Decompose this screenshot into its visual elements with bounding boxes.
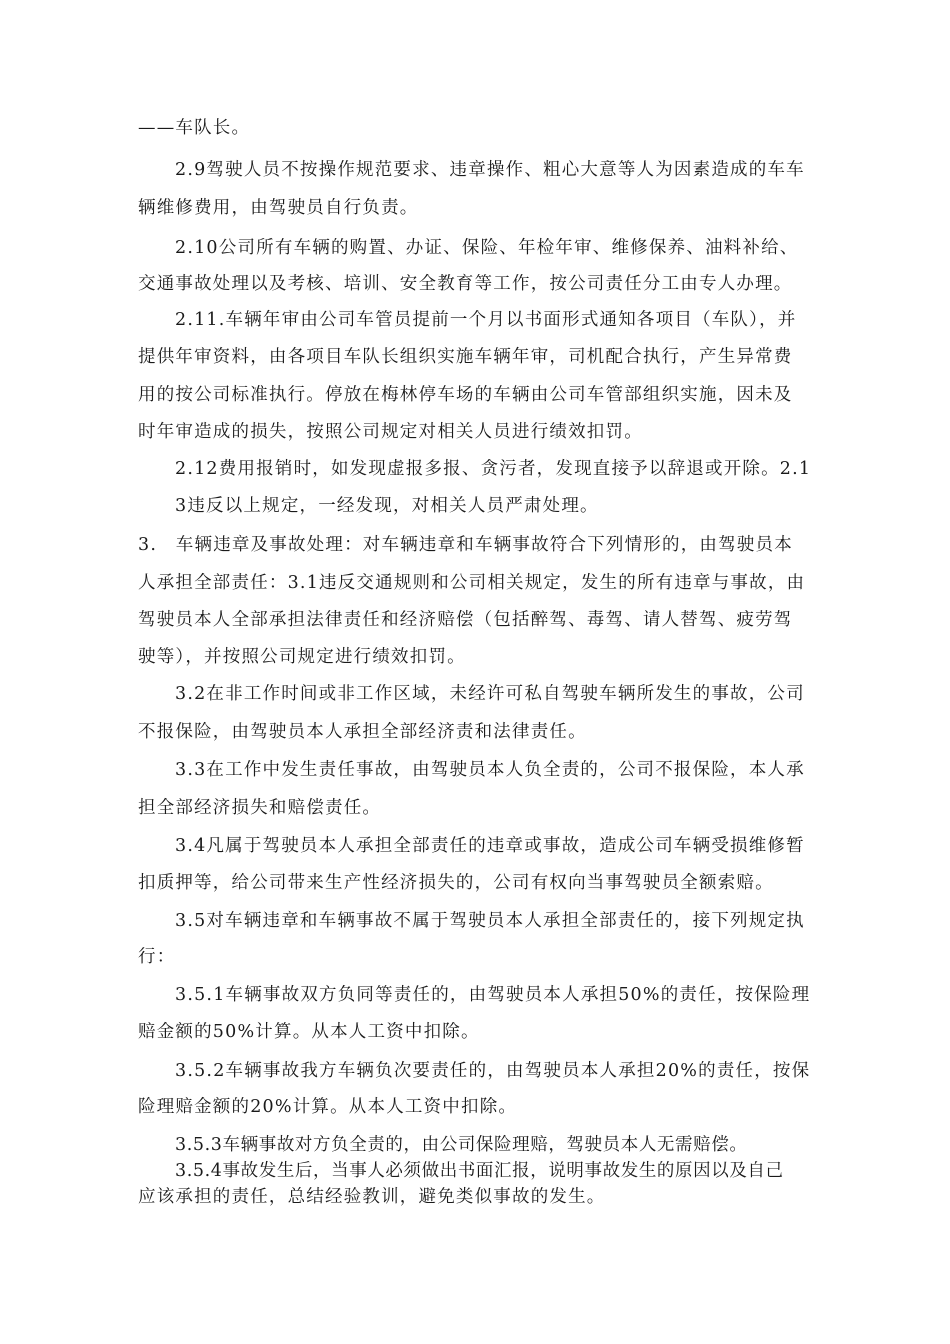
text-line: 2.9驾驶人员不按操作规范要求、违章操作、粗心大意等人为因素造成的车车 [175,160,805,180]
text-line: 2.12费用报销时，如发现虚报多报、贪污者，发现直接予以辞退或开除。2.1 [175,459,812,479]
text-line: 提供年审资料，由各项目车队长组织实施车辆年审，司机配合执行，产生异常费 [138,347,793,367]
text-line: ——车队长。 [138,118,251,138]
text-line: 3. 车辆违章及事故处理：对车辆违章和车辆事故符合下列情形的，由驾驶员本 [138,535,793,555]
text-line: 时年审造成的损失，按照公司规定对相关人员进行绩效扣罚。 [138,422,643,442]
text-line: 3.5.1车辆事故双方负同等责任的，由驾驶员本人承担50%的责任，按保险理 [175,985,811,1005]
text-line: 3.4凡属于驾驶员本人承担全部责任的违章或事故，造成公司车辆受损维修暂 [175,836,805,856]
text-line: 人承担全部责任：3.1违反交通规则和公司相关规定，发生的所有违章与事故，由 [138,573,806,593]
text-line: 扣质押等，给公司带来生产性经济损失的，公司有权向当事驾驶员全额索赔。 [138,873,774,893]
text-line: 辆维修费用，由驾驶员自行负责。 [138,198,419,218]
text-line: 驶等），并按照公司规定进行绩效扣罚。 [138,647,466,667]
text-line: 3.5对车辆违章和车辆事故不属于驾驶员本人承担全部责任的，接下列规定执 [175,911,805,931]
text-line: 3.5.3车辆事故对方负全责的，由公司保险理赔，驾驶员本人无需赔偿。 [175,1135,748,1155]
text-line: 用的按公司标准执行。停放在梅林停车场的车辆由公司车管部组织实施，因未及 [138,385,793,405]
text-line: 险理赔金额的20%计算。从本人工资中扣除。 [138,1097,518,1117]
text-line: 3.3在工作中发生责任事故，由驾驶员本人负全责的，公司不报保险，本人承 [175,760,805,780]
text-line: 2.10公司所有车辆的购置、办证、保险、年检年审、维修保养、油料补给、 [175,238,799,258]
text-line: 驾驶员本人全部承担法律责任和经济赔偿（包括醉驾、毒驾、请人替驾、疲劳驾 [138,610,793,630]
text-line: 3.5.4事故发生后，当事人必须做出书面汇报，说明事故发生的原因以及自己 [175,1161,784,1181]
text-line: 应该承担的责任，总结经验教训，避免类似事故的发生。 [138,1187,606,1207]
text-line: 担全部经济损失和赔偿责任。 [138,798,382,818]
text-line: 赔金额的50%计算。从本人工资中扣除。 [138,1022,480,1042]
text-line: 3.2在非工作时间或非工作区域，未经许可私自驾驶车辆所发生的事故，公司 [175,684,805,704]
text-line: 3.5.2车辆事故我方车辆负次要责任的，由驾驶员本人承担20%的责任，按保 [175,1061,811,1081]
text-line: 交通事故处理以及考核、培训、安全教育等工作，按公司责任分工由专人办理。 [138,274,793,294]
text-line: 2.11.车辆年审由公司车管员提前一个月以书面形式通知各项目（车队），并 [175,310,797,330]
text-line: 不报保险，由驾驶员本人承担全部经济责和法律责任。 [138,722,587,742]
text-line: 行： [138,947,176,967]
text-line: 3违反以上规定，一经发现，对相关人员严肃处理。 [175,496,599,516]
